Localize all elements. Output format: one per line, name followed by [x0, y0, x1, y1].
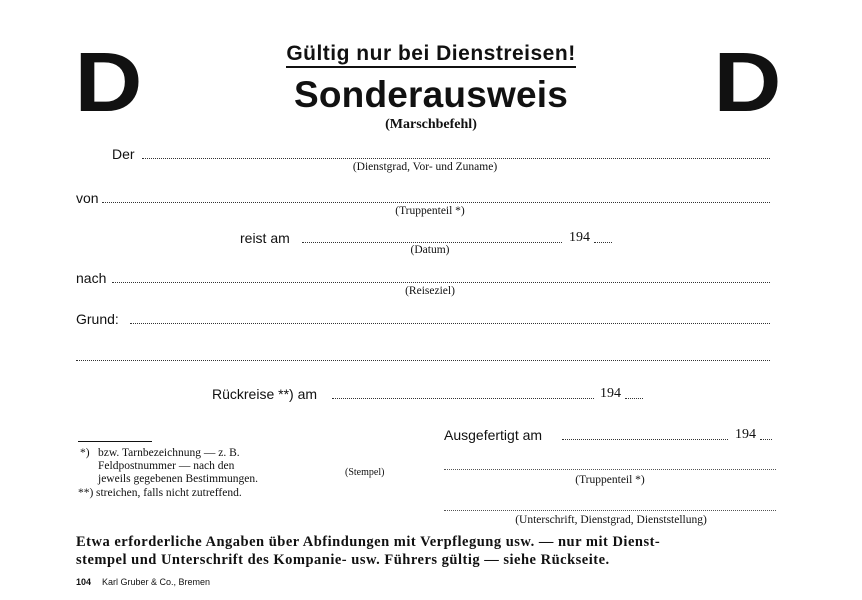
footnote-1-line1: bzw. Tarnbezeichnung — z. B.	[98, 447, 240, 459]
ausgefertigt-date-field[interactable]	[562, 439, 728, 440]
reiseziel-caption: (Reiseziel)	[405, 285, 455, 297]
reist-date-field[interactable]	[302, 242, 562, 243]
grund-field-line1[interactable]	[130, 323, 770, 324]
ausgefertigt-year: 194	[735, 427, 756, 442]
rueckreise-year-field[interactable]	[625, 398, 643, 399]
nach-label: nach	[76, 270, 107, 286]
nach-destination-field[interactable]	[112, 282, 770, 283]
footnote-2-text: streichen, falls nicht zutreffend.	[96, 487, 242, 499]
document-title: Sonderausweis	[293, 74, 569, 115]
validity-heading	[0, 42, 862, 66]
ausgefertigt-year-field[interactable]	[760, 439, 772, 440]
grund-field-line2[interactable]	[76, 360, 770, 361]
bottom-text-line1: Etwa erforderliche Angaben über Abfindungen mit Verpflegung usw. — nur mit Dienst-	[76, 534, 661, 550]
von-caption: (Truppenteil *)	[395, 205, 465, 217]
footnote-1-marker: *)	[80, 447, 90, 459]
von-unit-field[interactable]	[102, 202, 770, 203]
printer-code: 104	[76, 577, 92, 587]
stempel-caption: (Stempel)	[345, 467, 385, 478]
ausgefertigt-label: Ausgefertigt am	[444, 427, 543, 443]
corner-letter-left: D	[74, 35, 141, 129]
reist-year-field[interactable]	[594, 242, 612, 243]
grund-label: Grund:	[76, 311, 119, 327]
footnote-1-line2: Feldpostnummer — nach den	[98, 460, 235, 472]
truppenteil-field[interactable]	[444, 469, 776, 470]
corner-letter-right: D	[713, 35, 780, 129]
footnote-2-marker: **)	[78, 487, 94, 499]
signature-field[interactable]	[444, 510, 776, 511]
truppenteil-caption: (Truppenteil *)	[575, 474, 645, 486]
printer-name: Karl Gruber & Co., Bremen	[102, 577, 211, 587]
datum-caption: (Datum)	[410, 244, 450, 256]
der-label: Der	[112, 146, 135, 162]
reist-label: reist am	[240, 230, 290, 246]
validity-text: Gültig nur bei Dienstreisen!	[286, 42, 575, 68]
rueckreise-year: 194	[600, 386, 621, 401]
footnote-1-line3: jeweils gegebenen Bestimmungen.	[98, 473, 259, 485]
der-name-field[interactable]	[142, 158, 770, 159]
document-subtitle: (Marschbefehl)	[385, 117, 477, 132]
reist-year: 194	[569, 230, 590, 245]
von-label: von	[76, 190, 99, 206]
der-caption: (Dienstgrad, Vor- und Zuname)	[352, 161, 498, 173]
rueckreise-label: Rückreise **) am	[212, 386, 318, 402]
footnote-separator	[78, 441, 152, 442]
rueckreise-date-field[interactable]	[332, 398, 594, 399]
unterschrift-caption: (Unterschrift, Dienstgrad, Dienststellung)	[515, 514, 707, 526]
bottom-text-line2: stempel und Unterschrift des Kompanie- usw. Führers gültig — siehe Rückseite.	[76, 552, 610, 568]
